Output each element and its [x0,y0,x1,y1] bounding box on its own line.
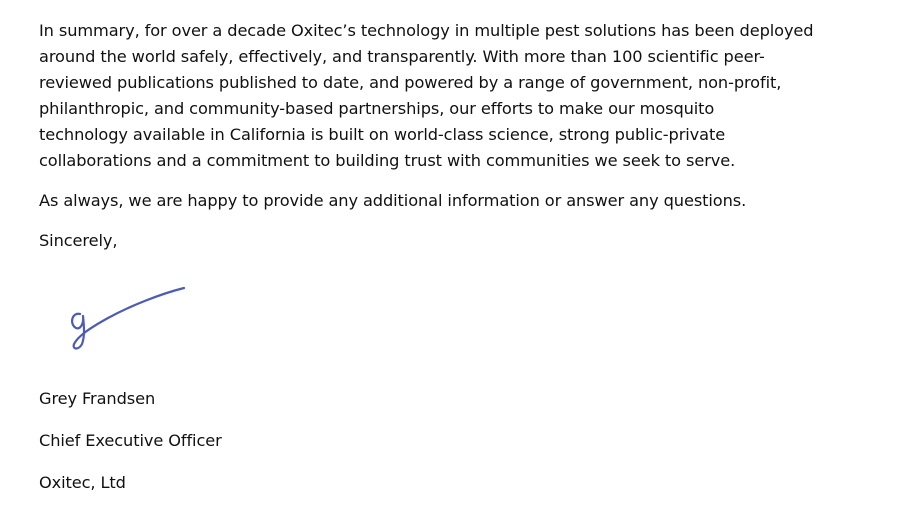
summary-paragraph: In summary, for over a decade Oxitec’s technology in multiple pest solutions has been deployed around the world safely, effectively, and transparently. With more than 100 scientific peer- reviewed publications published to date, and powered by a range of government, non-profit, philanthropic, and community-based partnerships, our efforts to make our mosquito technology available in California is built on world-class science, strong public-private collaborations and a commitment to building trust with communities we seek to serve. [39,21,814,170]
closing-salutation: Sincerely, [39,231,118,250]
signatory-name: Grey Frandsen [39,389,156,408]
letter-body [39,18,889,254]
signatory-block [39,386,222,496]
signatory-title: Chief Executive Officer [39,431,222,450]
signatory-organization: Oxitec, Ltd [39,473,126,492]
handwritten-signature-icon [60,284,200,364]
offer-paragraph: As always, we are happy to provide any additional information or answer any questions. [39,191,747,210]
